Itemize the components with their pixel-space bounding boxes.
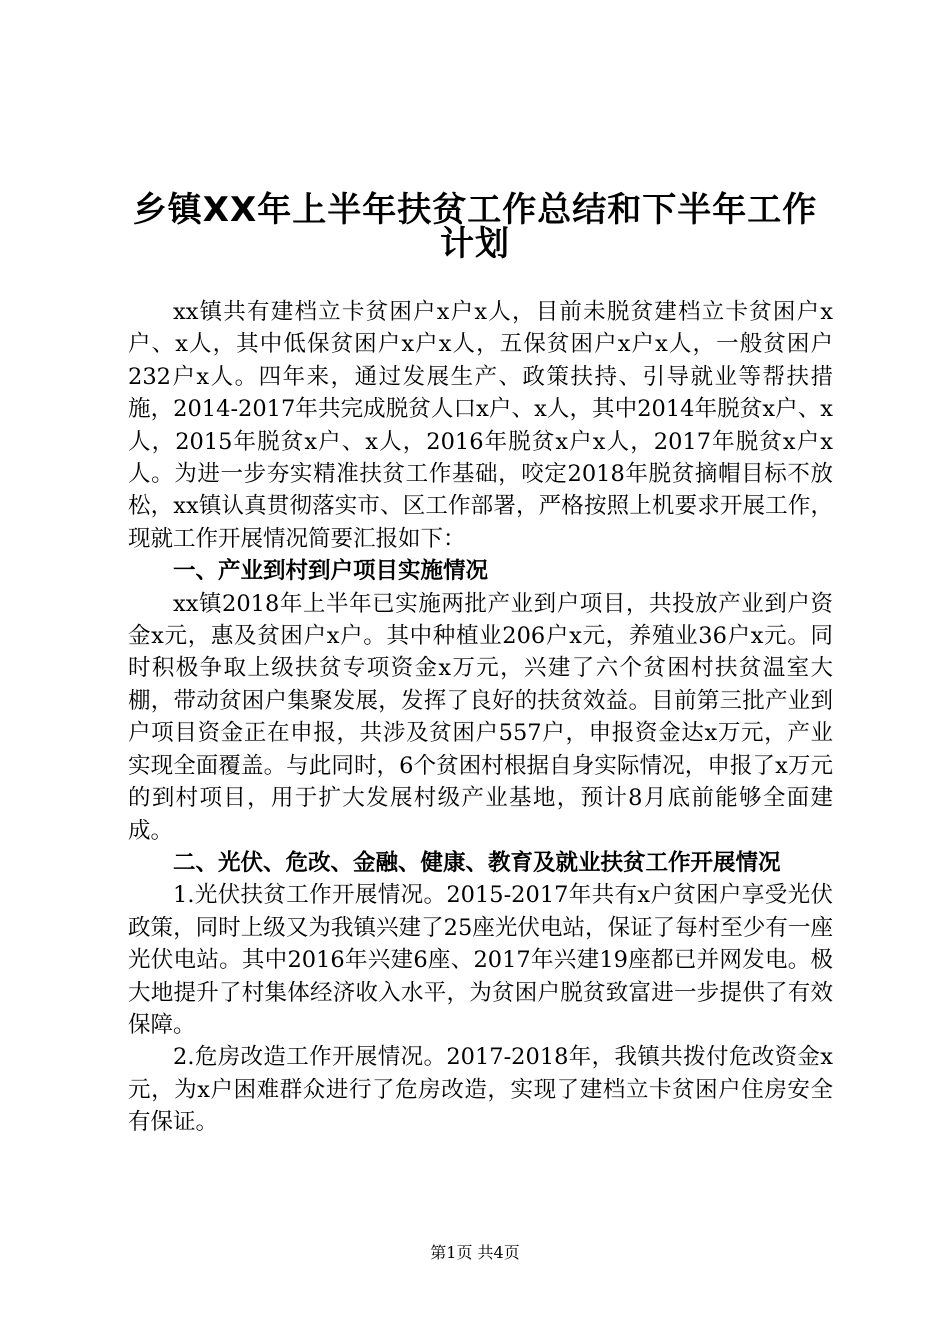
intro-paragraph: xx镇共有建档立卡贫困户x户x人，目前未脱贫建档立卡贫困户x户、x人，其中低保贫困户x户x人，五保贫困户x户x人，一般贫困户232户x人。四年来，通过发展生产、政策扶持、引导就业等帮扶措施，2014-2017年共完成脱贫人口x户、x人，其中2014年脱贫x户、x人，2015年脱贫x户、x人，2016年脱贫x户x人，2017年脱贫x户x人。为进一步夯实精准扶贫工作基础，咬定2018年脱贫摘帽目标不放松，xx镇认真贯彻落实市、区工作部署，严格按照上机要求开展工作，现就工作开展情况简要汇报如下： (128, 299, 833, 552)
document-title-line-2: 计划 (440, 224, 510, 264)
section-heading-2: 二、光伏、危改、金融、健康、教育及就业扶贫工作开展情况 (173, 849, 781, 876)
document-body (128, 296, 833, 1139)
section-heading-1: 一、产业到村到户项目实施情况 (173, 558, 489, 585)
document-title-line-1: 乡镇XX年上半年扶贫工作总结和下半年工作 (132, 190, 818, 230)
section-2-item-1: 1.光伏扶贫工作开展情况。2015-2017年共有x户贫困户享受光伏政策，同时上级又为我镇兴建了25座光伏电站，保证了每村至少有一座光伏电站。其中2016年兴建6座、2017年兴建19座都已并网发电。极大地提升了村集体经济收入水平，为贫困户脱贫致富进一步提供了有效保障。 (128, 882, 833, 1038)
section-1-paragraph: xx镇2018年上半年已实施两批产业到户项目，共投放产业到户资金x元，惠及贫困户x户。其中种植业206户x元，养殖业36户x元。同时积极争取上级扶贫专项资金x万元，兴建了六个贫困村扶贫温室大棚，带动贫困户集聚发展，发挥了良好的扶贫效益。目前第三批产业到户项目资金正在申报，共涉及贫困户557户，申报资金达x万元，产业实现全面覆盖。与此同时，6个贫困村根据自身实际情况，申报了x万元的到村项目，用于扩大发展村级产业基地，预计8月底前能够全面建成。 (128, 590, 833, 844)
section-2-item-2: 2.危房改造工作开展情况。2017-2018年，我镇共拨付危改资金x元，为x户困难群众进行了危房改造，实现了建档立卡贫困户住房安全有保证。 (128, 1044, 833, 1136)
page-footer: 第1页 共4页 (430, 1243, 520, 1262)
